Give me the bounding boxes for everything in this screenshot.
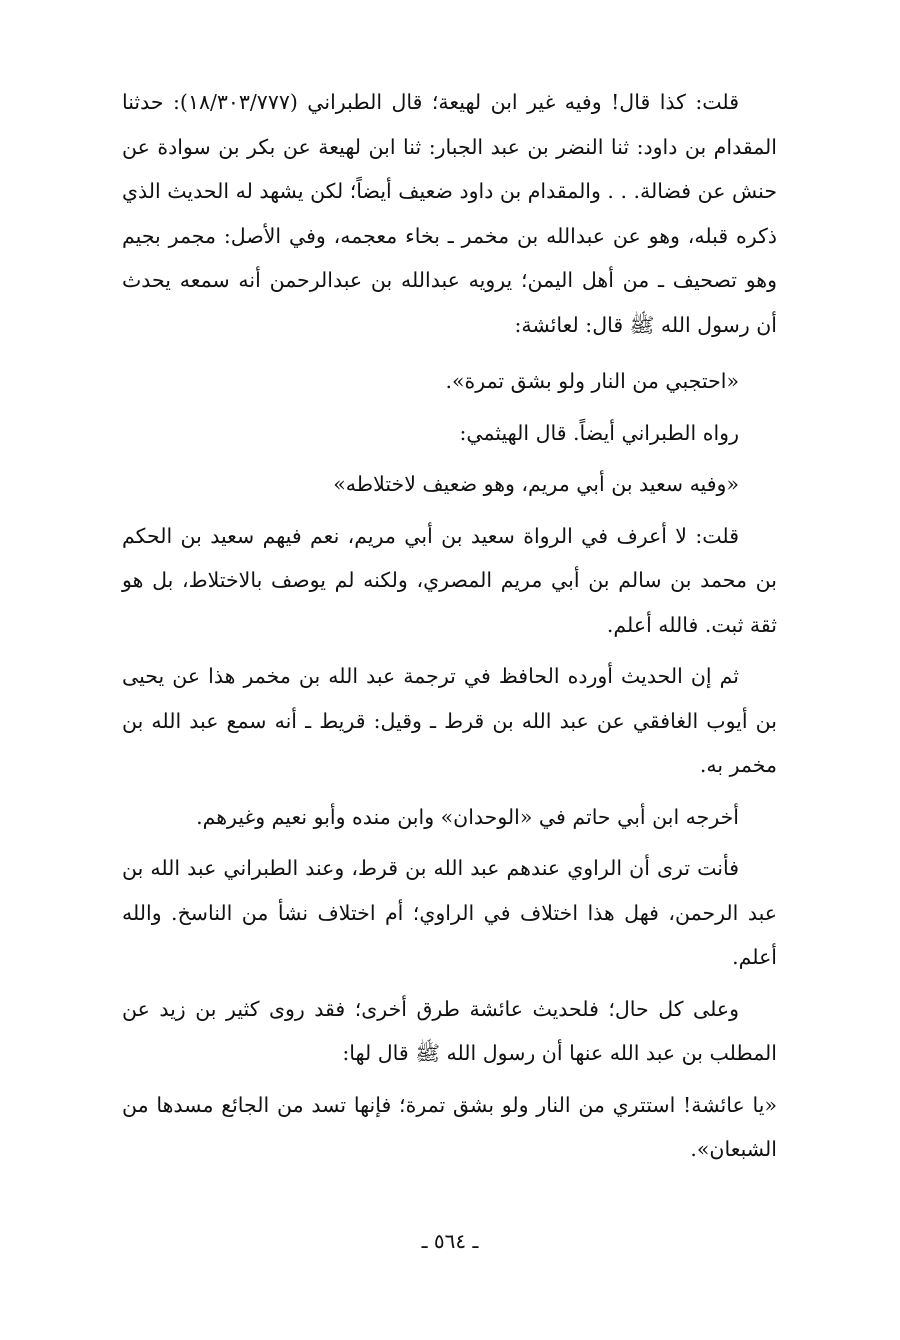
paragraph-opening-comment: قلت: كذا قال! وفيه غير ابن لهيعة؛ قال الطبراني (١٨/٣٠٣/٧٧٧): حدثنا المقدام بن داود: ثنا النضر بن عبد الجبار: ثنا ابن لهيعة عن بكر بن سوادة عن حنش عن فضالة. . . والمقدام بن داود ضعيف أيضاً؛ لكن يشهد له الحديث الذي ذكره قبله، وهو عن عبدالله بن مخمر ـ بخاء معجمه، وفي الأصل: مجمر بجيم وهو تصحيف ـ من أهل اليمن؛ يرويه عبدالله بن عبدالرحمن أنه سمعه يحدث أن رسول الله ﷺ قال: لعائشة: bbox=[122, 90, 777, 337]
paragraph-other-routes: وعلى كل حال؛ فلحديث عائشة طرق أخرى؛ فقد روى كثير بن زيد عن المطلب بن عبد الله عنها أن رسول الله ﷺ قال لها: bbox=[122, 996, 777, 1065]
paragraph-narrator-comment: قلت: لا أعرف في الرواة سعيد بن أبي مريم، نعم فيهم سعيد بن الحكم بن محمد بن سالم بن أبي مريم المصري، ولكنه لم يوصف بالاختلاط، بل هو ثقة ثبت. فالله أعلم. bbox=[122, 523, 777, 637]
page-number: ـ ٥٦٤ ـ bbox=[421, 1229, 479, 1253]
paragraph-final-hadith: «يا عائشة! استتري من النار ولو بشق تمرة؛ فإنها تسد من الجائع مسدها من الشبعان». bbox=[122, 1092, 777, 1161]
page-body bbox=[122, 80, 777, 1179]
paragraph-narrator-difference: فأنت ترى أن الراوي عندهم عبد الله بن قرط، وعند الطبراني عبد الله بن عبد الرحمن، فهل هذا اختلاف في الراوي؛ أم اختلاف نشأ من الناسخ. والله أعلم. bbox=[122, 856, 777, 969]
paragraph-hadith-quote: «احتجبي من النار ولو بشق تمرة». bbox=[445, 369, 739, 393]
paragraph-hafiz-biography: ثم إن الحديث أورده الحافظ في ترجمة عبد الله بن مخمر هذا عن يحيى بن أيوب الغافقي عن عبد الله بن قرط ـ وقيل: قريط ـ أنه سمع عبد الله بن مخمر به. bbox=[122, 664, 777, 777]
paragraph-sources: أخرجه ابن أبي حاتم في «الوحدان» وابن منده وأبو نعيم وغيرهم. bbox=[196, 804, 739, 829]
paragraph-narration-note: رواه الطبراني أيضاً. قال الهيثمي: bbox=[459, 420, 739, 445]
paragraph-haythami-quote: «وفيه سعيد بن أبي مريم، وهو ضعيف لاختلاطه» bbox=[333, 472, 739, 496]
